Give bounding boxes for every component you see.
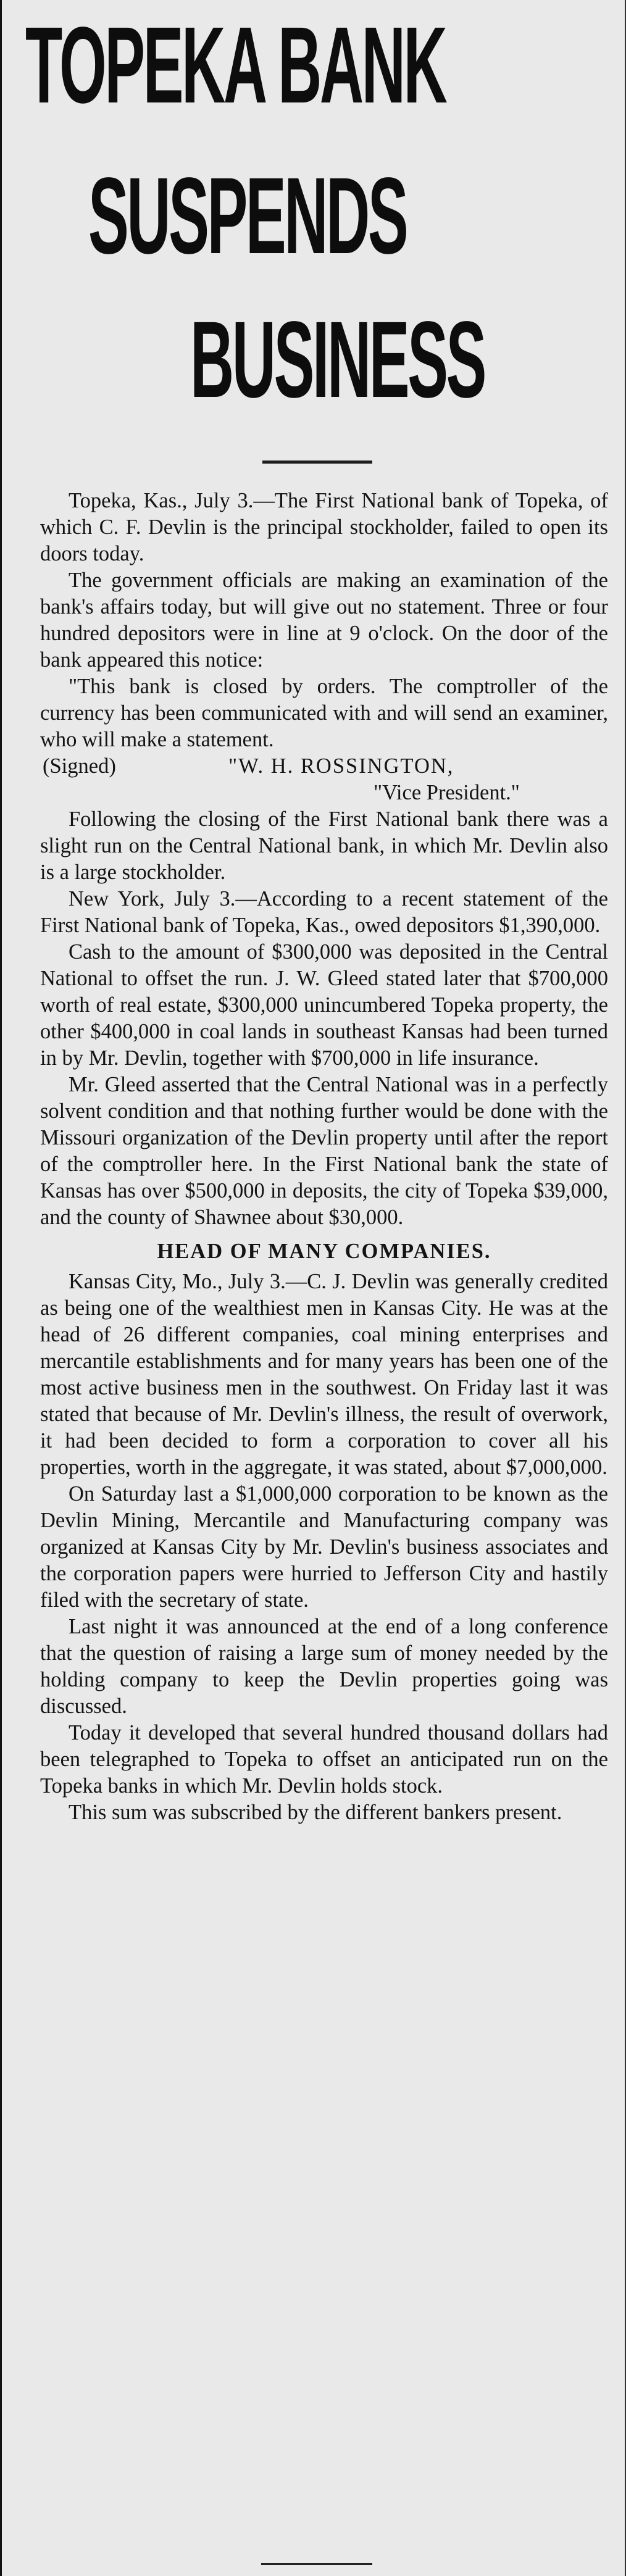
article-paragraph: Today it developed that several hundred thousand dollars had been telegraphed to Topeka to offset an anticipated run on the Topeka banks in which Mr. Devlin holds stock. [40, 1721, 608, 1798]
signer-name: "W. H. ROSSINGTON, [228, 754, 454, 778]
signer-title: "Vice President." [374, 781, 520, 804]
headline-line-2: SUSPENDS [88, 156, 407, 277]
article-paragraph: Last night it was announced at the end of a long conference that the question of raising a large sum of money needed by the holding company to keep the Devlin properties going was discussed. [40, 1615, 608, 1718]
article-paragraph: Topeka, Kas., July 3.—The First National bank of Topeka, of which C. F. Devlin is the principal stockholder, failed to open its doors today. [40, 489, 608, 565]
section-subhead: HEAD OF MANY COMPANIES. [157, 1240, 491, 1263]
headline-line-1: TOPEKA BANK [25, 5, 446, 126]
article-paragraph: The government officials are making an examination of the bank's affairs today, but will give out no statement. Three or four hundred depositors were in line at 9 o'clock. On the door of the bank appeared this notice: [40, 569, 608, 672]
signed-label: (Signed) [43, 754, 116, 778]
article-paragraph: On Saturday last a $1,000,000 corporation to be known as the Devlin Mining, Mercantile and Manufacturing company was organized at Kansas City by Mr. Devlin's business associates and the corporation papers were hurried to Jefferson City and hastily filed with the secretary of state. [40, 1482, 608, 1612]
article-paragraph: Following the closing of the First National bank there was a slight run on the Central National bank, in which Mr. Devlin also is a large stockholder. [40, 807, 608, 884]
end-divider [261, 2563, 372, 2565]
article-paragraph: Kansas City, Mo., July 3.—C. J. Devlin was generally credited as being one of the wealthiest men in Kansas City. He was at the head of 26 different companies, coal mining enterprises and mercantile establishments and for many years has been one of the most active business men in the southwest. On Friday last it was stated that because of Mr. Devlin's illness, the result of overwork, it had been decided to form a corporation to cover all his properties, worth in the aggregate, it was stated, about $7,000,000. [40, 1270, 608, 1479]
headline-divider [262, 461, 372, 464]
headline-line-3: BUSINESS [190, 299, 485, 420]
article-paragraph: This sum was subscribed by the different bankers present. [69, 1801, 562, 1824]
article-paragraph: New York, July 3.—According to a recent statement of the First National bank of Topeka, Kas., owed depositors $1,390,000. [40, 887, 608, 937]
article-paragraph: Mr. Gleed asserted that the Central National was in a perfectly solvent condition and that nothing further would be done with the Missouri organization of the Devlin property until after the report of the comptroller here. In the First National bank the state of Kansas has over $500,000 in deposits, the city of Topeka $39,000, and the county of Shawnee about $30,000. [40, 1073, 608, 1229]
article-paragraph: Cash to the amount of $300,000 was deposited in the Central National to offset the run. J. W. Gleed stated later that $700,000 worth of real estate, $300,000 unincumbered Topeka property, the other $400,000 in coal lands in southeast Kansas had been turned in by Mr. Devlin, together with $700,000 in life insurance. [40, 940, 608, 1070]
article-body [40, 488, 608, 1826]
signature-block [40, 753, 608, 806]
article-paragraph: "This bank is closed by orders. The comptroller of the currency has been communicated with and will send an examiner, who will make a statement. [40, 675, 608, 751]
